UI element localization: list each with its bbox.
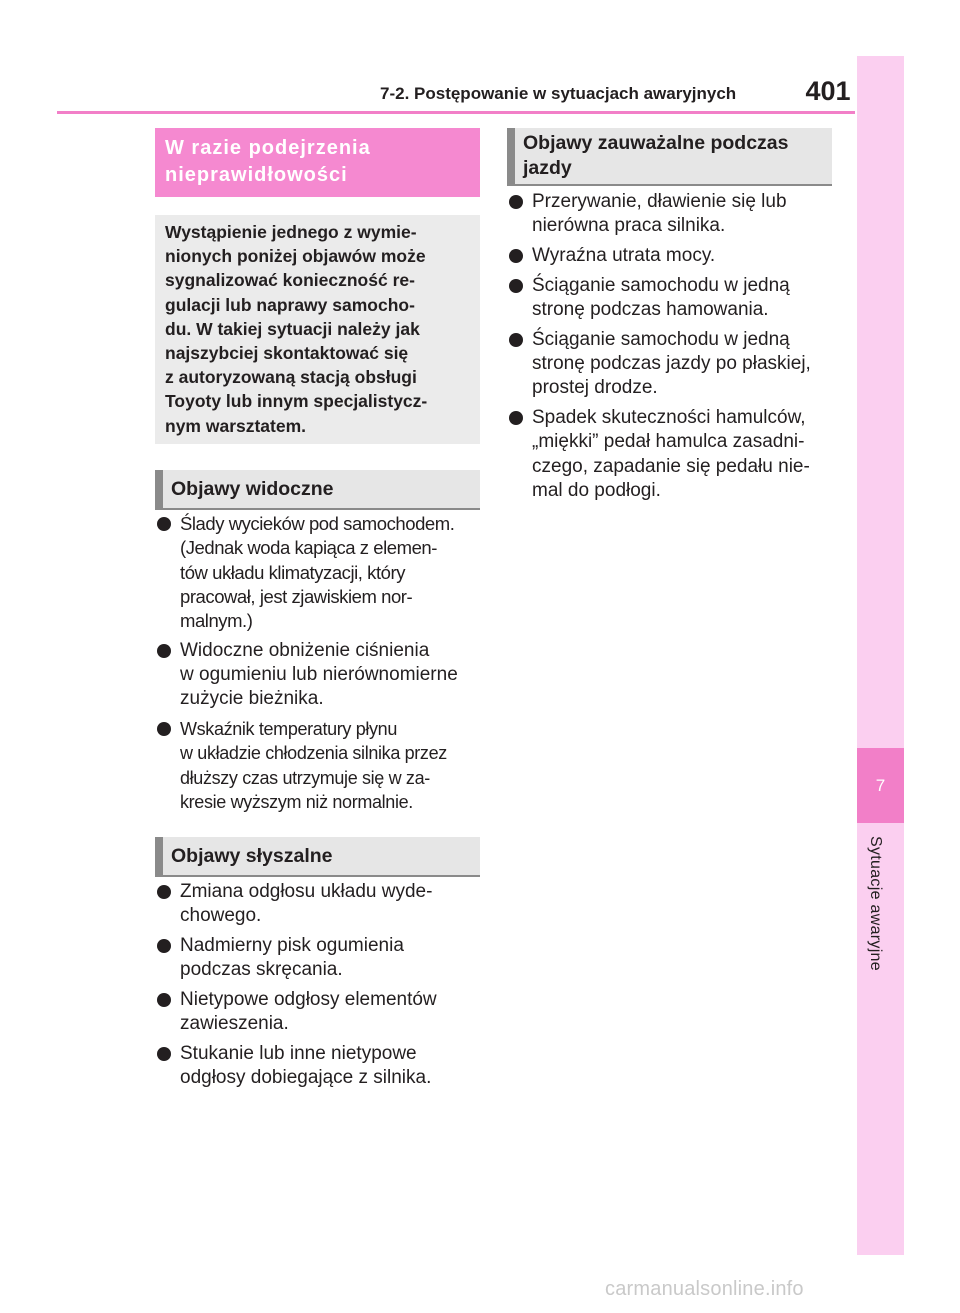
warning-heading: W razie podejrzenia nieprawidłowości [155, 128, 480, 197]
chapter-label: Sytuacje awaryjne [867, 836, 884, 971]
section-heading-driving [507, 128, 832, 186]
bullet-icon [157, 1047, 171, 1061]
bullet-icon [157, 517, 171, 531]
list-item [509, 274, 839, 323]
list-item [157, 934, 482, 983]
list-item-text: Zmiana odgłosu układu wyde- chowego. [180, 881, 433, 927]
watermark: carmanualsonline.info [605, 1278, 804, 1300]
bullet-icon [157, 644, 171, 658]
list-item-text: Stukanie lub inne nietypowe odgłosy dobiegające z silnika. [180, 1042, 432, 1089]
chapter-number: 7 [857, 748, 904, 823]
bullet-icon [157, 885, 171, 899]
symptom-list-audible [157, 880, 482, 1096]
list-item [157, 512, 487, 633]
bullet-icon [509, 333, 523, 347]
section-heading-label: Objawy słyszalne [171, 844, 333, 867]
list-item [157, 1042, 482, 1091]
bullet-icon [157, 993, 171, 1007]
intro-text: Wystąpienie jednego z wymie- nionych poniżej objawów może sygnalizować konieczność re- gulacji lub naprawy samocho- du. W takiej sytuacji należy jak najszybciej skontaktować się z autoryzowaną stacją obsługi Toyoty lub innym specjalistycz- nym warsztatem. [155, 215, 480, 444]
bullet-icon [509, 411, 523, 425]
list-item-text: Nietypowe odgłosy elementów zawieszenia. [180, 988, 437, 1035]
bullet-icon [509, 195, 523, 209]
list-item-text: Wyraźna utrata mocy. [532, 244, 716, 266]
list-item [157, 639, 487, 712]
list-item [509, 406, 839, 503]
page-number: 401 [805, 76, 851, 106]
bullet-icon [509, 249, 523, 263]
list-item [509, 328, 839, 401]
section-heading-visible [155, 470, 480, 510]
bullet-icon [509, 279, 523, 293]
bullet-icon [157, 722, 171, 736]
list-item [157, 880, 482, 929]
list-item-text: Ślady wycieków pod samochodem. (Jednak woda kapiąca z elemen- tów układu klimatyzacji, który pracował, jest zjawiskiem nor- malnym.) [180, 513, 455, 632]
list-item-text: Nadmierny pisk ogumienia podczas skręcania. [180, 934, 404, 981]
section-title: 7-2. Postępowanie w sytuacjach awaryjnych [380, 84, 737, 103]
list-item-text: Wskaźnik temperatury płynu w układzie chłodzenia silnika przez dłuższy czas utrzymuje się w za- kresie wyższym niż normalnie. [180, 719, 447, 813]
list-item [157, 717, 487, 814]
list-item-text: Ściąganie samochodu w jedną stronę podczas hamowania. [532, 274, 790, 320]
symptom-list-visible [157, 512, 487, 820]
header-divider [57, 111, 855, 114]
chapter-side-tab [857, 56, 904, 1255]
list-item-text: Przerywanie, dławienie się lub nierówna praca silnika. [532, 191, 787, 237]
list-item-text: Widoczne obniżenie ciśnienia w ogumieniu lub nierównomierne zużycie bieżnika. [180, 639, 458, 710]
section-heading-label: Objawy widoczne [171, 477, 334, 500]
section-heading-audible [155, 837, 480, 877]
list-item [509, 190, 839, 239]
list-item [509, 244, 839, 268]
symptom-list-driving [509, 190, 839, 509]
section-heading-label: Objawy zauważalne podczas jazdy [523, 132, 789, 179]
list-item-text: Ściąganie samochodu w jedną stronę podczas jazdy po płaskiej, prostej drodze. [532, 328, 811, 399]
list-item-text: Spadek skuteczności hamulców, „miękki” pedał hamulca zasadni- czego, zapadanie się pedału nie- mal do podłogi. [532, 406, 810, 501]
list-item [157, 988, 482, 1037]
bullet-icon [157, 939, 171, 953]
